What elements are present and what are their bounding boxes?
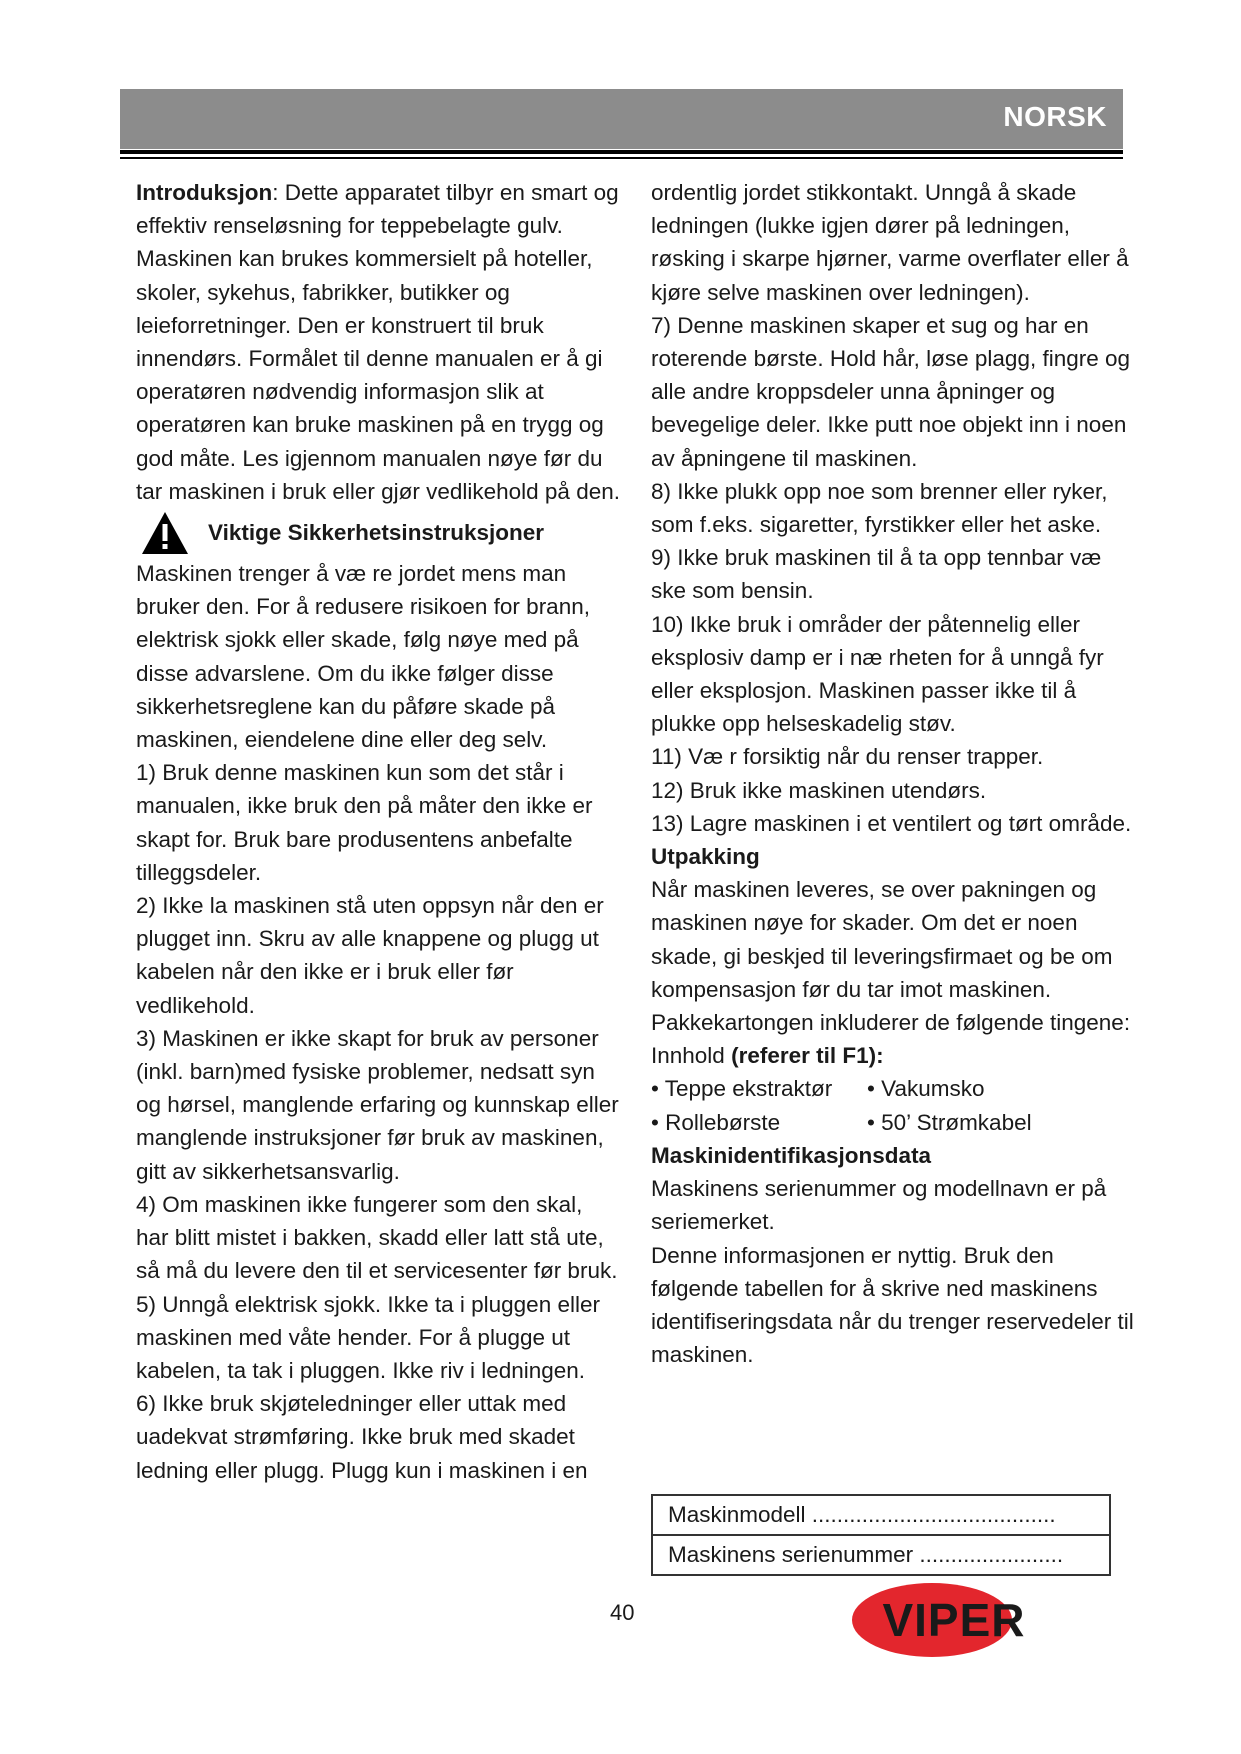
language-label: NORSK [1003, 101, 1107, 132]
unpacking-text: Når maskinen leveres, se over pakningen og maskinen nøye for skader. Om det er noen skade, gi beskjed til leveringsfirmaet og be om kompensasjon før du tar imot maskinen. Pakkekartongen inkluderer de følgende tingene: [651, 877, 1131, 1036]
right-column [651, 176, 1136, 1371]
serial-row[interactable]: Maskinens serienummer ....................... [653, 1534, 1109, 1574]
safety-item: 9) Ikke bruk maskinen til å ta opp tennbar væ ske som bensin. [651, 545, 1102, 604]
contents-row [651, 1072, 1136, 1105]
header-rule [120, 150, 1123, 154]
id-text: Denne informasjonen er nyttig. Bruk den følgende tabellen for å skrive ned maskinens identifiseringsdata når du trenger reservedeler til maskinen. [651, 1242, 1134, 1368]
safety-item: 7) Denne maskinen skaper et sug og har en roterende børste. Hold hår, løse plagg, fingre og alle andre kroppsdeler unna åpninger og bevegelige deler. Ikke putt noe objekt inn i noen av åpningene til maskinen. [651, 312, 1131, 471]
contents-item: • Teppe ekstraktør [651, 1076, 833, 1102]
safety-item: 6) Ikke bruk skjøteledninger eller uttak med uadekvat strømføring. Ikke bruk med skadet ledning eller plugg. Plugg kun i maskinen i en [136, 1391, 588, 1483]
contents-line [651, 1039, 1136, 1072]
header-bar [120, 89, 1123, 149]
header-rule-thin [120, 157, 1123, 159]
intro-paragraph [136, 176, 621, 508]
safety-item: 12) Bruk ikke maskinen utendørs. [651, 777, 987, 803]
warning-icon [140, 510, 190, 556]
safety-item: 2) Ikke la maskinen stå uten oppsyn når den er plugget inn. Skru av alle knappene og plugg ut kabelen når den ikke er i bruk eller før vedlikehold. [136, 893, 604, 1018]
safety-heading [136, 510, 621, 556]
page-number: 40 [610, 1600, 635, 1625]
safety-item: 5) Unngå elektrisk sjokk. Ikke ta i pluggen eller maskinen med våte hender. For å plugge ut kabelen, ta tak i pluggen. Ikke riv i ledningen. [136, 1291, 600, 1383]
id-title: Maskinidentifikasjonsdata [651, 1142, 932, 1168]
safety-item: 10) Ikke bruk i områder der påtennelig eller eksplosiv damp er i næ rheten for å unngå fyr eller eksplosjon. Maskinen passer ikke til å plukke opp helseskadelig støv. [651, 611, 1104, 737]
intro-label: Introduksjon [136, 180, 273, 205]
id-text: Maskinens serienummer og modellnavn er på seriemerket. [651, 1176, 1107, 1235]
contents-row [651, 1106, 1136, 1139]
safety-title: Viktige Sikkerhetsinstruksjoner [208, 520, 544, 546]
contents-item: • Rollebørste [651, 1109, 781, 1135]
unpacking-title: Utpakking [651, 844, 760, 870]
safety-item: 4) Om maskinen ikke fungerer som den skal, har blitt mistet i bakken, skadd eller latt stå ute, så må du levere den til et servicesenter før bruk. [136, 1191, 618, 1284]
contents-ref: (referer til F1): [731, 1043, 884, 1069]
safety-item: 13) Lagre maskinen i et ventilert og tørt område. [651, 810, 1132, 836]
machine-id-table [651, 1494, 1111, 1576]
contents-label: Innhold [651, 1043, 732, 1069]
safety-item: 8) Ikke plukk opp noe som brenner eller ryker, som f.eks. sigaretter, fyrstikker eller het aske. [651, 478, 1108, 538]
intro-text: : Dette apparatet tilbyr en smart og effektiv renseløsning for teppebelagte gulv. Maskinen kan brukes kommersielt på hoteller, skoler, sykehus, fabrikker, butikker og leieforretninger. Den er konstruert til bruk innendørs. Formålet til denne manualen er å gi operatøren nødvendig informasjon slik at operatøren kan bruke maskinen på en trygg og god måte. Les igjennom manualen nøye før du tar maskinen i bruk eller gjør vedlikehold på den. [136, 180, 620, 504]
safety-item: ordentlig jordet stikkontakt. Unngå å skade ledningen (lukke igjen dører på ledningen, røsking i skarpe hjørner, varme overflater eller å kjøre selve maskinen over ledningen). [651, 180, 1129, 305]
safety-item: 11) Væ r forsiktig når du renser trapper. [651, 744, 1044, 770]
contents-item: • Vakumsko [867, 1076, 985, 1102]
safety-item: 3) Maskinen er ikke skapt for bruk av personer (inkl. barn)med fysiske problemer, nedsatt syn og hørsel, manglende erfaring og kunnskap eller manglende instruksjoner før bruk av maskinen, gitt av sikkerhetsansvarlig. [136, 1025, 619, 1184]
logo-text: VIPER [882, 1594, 1026, 1646]
model-row[interactable]: Maskinmodell ....................................... [668, 1502, 1056, 1527]
safety-intro: Maskinen trenger å væ re jordet mens man bruker den. For å redusere risikoen for brann, elektrisk sjokk eller skade, følg nøye med på disse advarslene. Om du ikke følger disse sikkerhetsreglene kan du påføre skade på maskinen, eiendelene dine eller deg selv. [136, 561, 590, 753]
left-column [136, 176, 621, 1487]
safety-item: 1) Bruk denne maskinen kun som det står i manualen, ikke bruk den på måter den ikke er skapt for. Bruk bare produsentens anbefalte tilleggsdeler. [136, 760, 593, 885]
viper-logo [850, 1578, 1060, 1660]
contents-item: • 50’ Strømkabel [867, 1109, 1032, 1135]
